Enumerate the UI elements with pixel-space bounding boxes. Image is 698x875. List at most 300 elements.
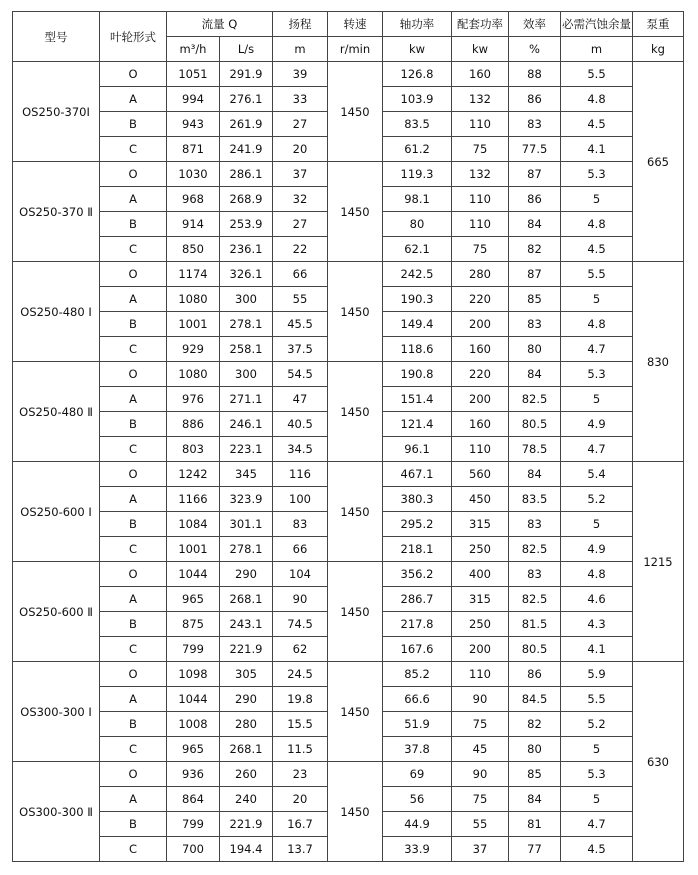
cell-head: 24.5	[273, 662, 328, 687]
cell-efficiency: 83	[509, 112, 561, 137]
unit-head: m	[273, 37, 328, 62]
cell-flow-m3h: 976	[167, 387, 220, 412]
cell-flow-m3h: 1001	[167, 537, 220, 562]
cell-npshr: 4.5	[561, 837, 633, 862]
cell-impeller: B	[100, 712, 167, 737]
cell-head: 37	[273, 162, 328, 187]
cell-shaft-power: 356.2	[383, 562, 452, 587]
cell-impeller: O	[100, 62, 167, 87]
cell-efficiency: 80	[509, 337, 561, 362]
cell-impeller: B	[100, 812, 167, 837]
cell-impeller: C	[100, 437, 167, 462]
cell-flow-ls: 323.9	[220, 487, 273, 512]
cell-shaft-power: 61.2	[383, 137, 452, 162]
cell-flow-ls: 221.9	[220, 812, 273, 837]
cell-flow-m3h: 1044	[167, 562, 220, 587]
cell-flow-ls: 241.9	[220, 137, 273, 162]
cell-head: 33	[273, 87, 328, 112]
cell-motor-power: 90	[452, 687, 509, 712]
cell-motor-power: 200	[452, 387, 509, 412]
unit-shaft-power: kw	[383, 37, 452, 62]
cell-motor-power: 132	[452, 87, 509, 112]
cell-impeller: B	[100, 512, 167, 537]
cell-flow-ls: 278.1	[220, 312, 273, 337]
cell-flow-m3h: 1174	[167, 262, 220, 287]
header-flow: 流量 Q	[167, 12, 273, 37]
cell-shaft-power: 286.7	[383, 587, 452, 612]
cell-impeller: C	[100, 137, 167, 162]
header-row-1	[13, 12, 684, 37]
cell-efficiency: 85	[509, 287, 561, 312]
cell-flow-ls: 300	[220, 362, 273, 387]
cell-efficiency: 84	[509, 362, 561, 387]
cell-head: 54.5	[273, 362, 328, 387]
cell-motor-power: 110	[452, 212, 509, 237]
cell-flow-ls: 260	[220, 762, 273, 787]
cell-impeller: C	[100, 537, 167, 562]
cell-flow-m3h: 700	[167, 837, 220, 862]
cell-npshr: 5.3	[561, 162, 633, 187]
cell-head: 27	[273, 112, 328, 137]
table-body	[13, 62, 684, 862]
cell-npshr: 5	[561, 737, 633, 762]
cell-efficiency: 82.5	[509, 587, 561, 612]
unit-flow-m3h: m³/h	[167, 37, 220, 62]
cell-flow-ls: 246.1	[220, 412, 273, 437]
cell-efficiency: 81.5	[509, 612, 561, 637]
cell-npshr: 4.7	[561, 812, 633, 837]
cell-head: 13.7	[273, 837, 328, 862]
cell-pump-weight: 665	[633, 62, 684, 262]
cell-impeller: O	[100, 762, 167, 787]
cell-shaft-power: 33.9	[383, 837, 452, 862]
cell-motor-power: 250	[452, 612, 509, 637]
cell-motor-power: 200	[452, 312, 509, 337]
cell-npshr: 5.4	[561, 462, 633, 487]
cell-shaft-power: 80	[383, 212, 452, 237]
cell-npshr: 4.8	[561, 212, 633, 237]
cell-npshr: 5	[561, 512, 633, 537]
cell-flow-ls: 345	[220, 462, 273, 487]
cell-speed: 1450	[328, 462, 383, 562]
cell-speed: 1450	[328, 562, 383, 662]
cell-flow-ls: 276.1	[220, 87, 273, 112]
header-efficiency: 效率	[509, 12, 561, 37]
cell-efficiency: 83	[509, 512, 561, 537]
cell-efficiency: 83.5	[509, 487, 561, 512]
cell-motor-power: 75	[452, 137, 509, 162]
cell-motor-power: 220	[452, 287, 509, 312]
cell-head: 74.5	[273, 612, 328, 637]
cell-impeller: O	[100, 262, 167, 287]
cell-motor-power: 220	[452, 362, 509, 387]
cell-pump-weight: 630	[633, 662, 684, 862]
cell-pump-weight: 1215	[633, 462, 684, 662]
cell-flow-ls: 301.1	[220, 512, 273, 537]
cell-shaft-power: 119.3	[383, 162, 452, 187]
cell-efficiency: 82.5	[509, 537, 561, 562]
cell-flow-m3h: 1001	[167, 312, 220, 337]
header-shaft-power: 轴功率	[383, 12, 452, 37]
cell-shaft-power: 295.2	[383, 512, 452, 537]
cell-shaft-power: 51.9	[383, 712, 452, 737]
cell-impeller: B	[100, 612, 167, 637]
cell-npshr: 4.9	[561, 412, 633, 437]
cell-flow-ls: 326.1	[220, 262, 273, 287]
cell-flow-m3h: 929	[167, 337, 220, 362]
cell-impeller: A	[100, 587, 167, 612]
cell-head: 104	[273, 562, 328, 587]
cell-npshr: 4.7	[561, 437, 633, 462]
cell-shaft-power: 218.1	[383, 537, 452, 562]
cell-motor-power: 560	[452, 462, 509, 487]
cell-model: OS300-300 Ⅱ	[13, 762, 100, 862]
cell-efficiency: 85	[509, 762, 561, 787]
cell-flow-m3h: 965	[167, 737, 220, 762]
cell-flow-m3h: 994	[167, 87, 220, 112]
cell-motor-power: 400	[452, 562, 509, 587]
cell-impeller: O	[100, 362, 167, 387]
cell-motor-power: 280	[452, 262, 509, 287]
cell-head: 55	[273, 287, 328, 312]
cell-model: OS300-300 Ⅰ	[13, 662, 100, 762]
cell-impeller: O	[100, 162, 167, 187]
cell-flow-m3h: 914	[167, 212, 220, 237]
cell-head: 39	[273, 62, 328, 87]
cell-efficiency: 84	[509, 787, 561, 812]
cell-head: 100	[273, 487, 328, 512]
cell-npshr: 4.1	[561, 637, 633, 662]
cell-motor-power: 110	[452, 662, 509, 687]
cell-npshr: 5	[561, 287, 633, 312]
table-row	[13, 762, 684, 787]
cell-shaft-power: 217.8	[383, 612, 452, 637]
cell-flow-m3h: 965	[167, 587, 220, 612]
cell-head: 37.5	[273, 337, 328, 362]
cell-impeller: O	[100, 562, 167, 587]
cell-impeller: C	[100, 837, 167, 862]
cell-flow-m3h: 1051	[167, 62, 220, 87]
cell-flow-ls: 271.1	[220, 387, 273, 412]
cell-efficiency: 78.5	[509, 437, 561, 462]
cell-motor-power: 90	[452, 762, 509, 787]
cell-impeller: C	[100, 237, 167, 262]
cell-flow-ls: 243.1	[220, 612, 273, 637]
cell-shaft-power: 467.1	[383, 462, 452, 487]
cell-efficiency: 84	[509, 212, 561, 237]
cell-motor-power: 160	[452, 62, 509, 87]
cell-flow-m3h: 943	[167, 112, 220, 137]
cell-flow-ls: 268.1	[220, 737, 273, 762]
cell-head: 34.5	[273, 437, 328, 462]
cell-npshr: 5.5	[561, 262, 633, 287]
cell-head: 20	[273, 787, 328, 812]
cell-npshr: 4.1	[561, 137, 633, 162]
cell-head: 116	[273, 462, 328, 487]
cell-efficiency: 87	[509, 162, 561, 187]
unit-speed: r/min	[328, 37, 383, 62]
cell-flow-m3h: 875	[167, 612, 220, 637]
cell-impeller: C	[100, 337, 167, 362]
cell-speed: 1450	[328, 62, 383, 162]
cell-motor-power: 55	[452, 812, 509, 837]
cell-motor-power: 315	[452, 587, 509, 612]
cell-flow-ls: 278.1	[220, 537, 273, 562]
cell-head: 16.7	[273, 812, 328, 837]
table-row	[13, 162, 684, 187]
cell-shaft-power: 242.5	[383, 262, 452, 287]
cell-efficiency: 86	[509, 187, 561, 212]
cell-motor-power: 132	[452, 162, 509, 187]
cell-head: 66	[273, 262, 328, 287]
cell-npshr: 4.5	[561, 112, 633, 137]
cell-head: 66	[273, 537, 328, 562]
cell-flow-ls: 300	[220, 287, 273, 312]
cell-shaft-power: 190.8	[383, 362, 452, 387]
cell-speed: 1450	[328, 362, 383, 462]
cell-impeller: A	[100, 87, 167, 112]
cell-efficiency: 86	[509, 87, 561, 112]
cell-flow-ls: 305	[220, 662, 273, 687]
cell-shaft-power: 190.3	[383, 287, 452, 312]
cell-flow-m3h: 1044	[167, 687, 220, 712]
cell-flow-m3h: 1080	[167, 287, 220, 312]
cell-flow-ls: 194.4	[220, 837, 273, 862]
cell-motor-power: 160	[452, 337, 509, 362]
cell-npshr: 5.2	[561, 487, 633, 512]
cell-efficiency: 80.5	[509, 412, 561, 437]
cell-flow-ls: 286.1	[220, 162, 273, 187]
unit-npshr: m	[561, 37, 633, 62]
cell-shaft-power: 62.1	[383, 237, 452, 262]
cell-shaft-power: 66.6	[383, 687, 452, 712]
table-row	[13, 662, 684, 687]
cell-flow-m3h: 968	[167, 187, 220, 212]
table-row	[13, 562, 684, 587]
cell-impeller: A	[100, 687, 167, 712]
cell-efficiency: 84.5	[509, 687, 561, 712]
cell-flow-m3h: 1080	[167, 362, 220, 387]
cell-npshr: 5.2	[561, 712, 633, 737]
cell-pump-weight: 830	[633, 262, 684, 462]
cell-efficiency: 80	[509, 737, 561, 762]
cell-motor-power: 45	[452, 737, 509, 762]
cell-npshr: 4.7	[561, 337, 633, 362]
cell-npshr: 4.6	[561, 587, 633, 612]
cell-speed: 1450	[328, 162, 383, 262]
cell-impeller: O	[100, 662, 167, 687]
cell-impeller: A	[100, 787, 167, 812]
cell-efficiency: 81	[509, 812, 561, 837]
cell-npshr: 5	[561, 187, 633, 212]
cell-flow-ls: 258.1	[220, 337, 273, 362]
cell-motor-power: 75	[452, 237, 509, 262]
cell-shaft-power: 118.6	[383, 337, 452, 362]
unit-motor-power: kw	[452, 37, 509, 62]
cell-shaft-power: 380.3	[383, 487, 452, 512]
cell-head: 83	[273, 512, 328, 537]
cell-npshr: 4.8	[561, 87, 633, 112]
cell-npshr: 4.8	[561, 312, 633, 337]
cell-impeller: B	[100, 112, 167, 137]
cell-head: 19.8	[273, 687, 328, 712]
cell-motor-power: 37	[452, 837, 509, 862]
cell-motor-power: 250	[452, 537, 509, 562]
cell-motor-power: 110	[452, 112, 509, 137]
pump-spec-table	[12, 11, 684, 862]
cell-motor-power: 450	[452, 487, 509, 512]
cell-flow-m3h: 1242	[167, 462, 220, 487]
cell-head: 15.5	[273, 712, 328, 737]
cell-shaft-power: 98.1	[383, 187, 452, 212]
cell-npshr: 5	[561, 387, 633, 412]
cell-flow-ls: 268.1	[220, 587, 273, 612]
cell-shaft-power: 56	[383, 787, 452, 812]
cell-flow-ls: 290	[220, 687, 273, 712]
cell-shaft-power: 167.6	[383, 637, 452, 662]
cell-shaft-power: 149.4	[383, 312, 452, 337]
cell-npshr: 5.3	[561, 362, 633, 387]
header-npshr: 必需汽蚀余量	[561, 12, 633, 37]
cell-speed: 1450	[328, 262, 383, 362]
cell-head: 47	[273, 387, 328, 412]
header-motor-power: 配套功率	[452, 12, 509, 37]
cell-efficiency: 86	[509, 662, 561, 687]
cell-efficiency: 82.5	[509, 387, 561, 412]
cell-flow-m3h: 936	[167, 762, 220, 787]
cell-motor-power: 110	[452, 187, 509, 212]
cell-head: 90	[273, 587, 328, 612]
cell-head: 11.5	[273, 737, 328, 762]
header-impeller: 叶轮形式	[100, 12, 167, 62]
cell-shaft-power: 37.8	[383, 737, 452, 762]
cell-flow-m3h: 799	[167, 812, 220, 837]
cell-model: OS250-370Ⅰ	[13, 62, 100, 162]
header-speed: 转速	[328, 12, 383, 37]
cell-npshr: 4.9	[561, 537, 633, 562]
cell-head: 45.5	[273, 312, 328, 337]
cell-shaft-power: 85.2	[383, 662, 452, 687]
header-head: 扬程	[273, 12, 328, 37]
cell-npshr: 5.9	[561, 662, 633, 687]
cell-flow-m3h: 1166	[167, 487, 220, 512]
cell-efficiency: 87	[509, 262, 561, 287]
cell-speed: 1450	[328, 762, 383, 862]
cell-impeller: B	[100, 312, 167, 337]
cell-model: OS250-480 Ⅱ	[13, 362, 100, 462]
unit-flow-ls: L/s	[220, 37, 273, 62]
unit-weight: kg	[633, 37, 684, 62]
cell-flow-m3h: 864	[167, 787, 220, 812]
cell-npshr: 4.5	[561, 237, 633, 262]
cell-head: 32	[273, 187, 328, 212]
header-model: 型号	[13, 12, 100, 62]
cell-flow-m3h: 803	[167, 437, 220, 462]
cell-flow-m3h: 886	[167, 412, 220, 437]
cell-head: 22	[273, 237, 328, 262]
cell-motor-power: 200	[452, 637, 509, 662]
cell-flow-m3h: 871	[167, 137, 220, 162]
table-row	[13, 62, 684, 87]
table-row	[13, 262, 684, 287]
cell-speed: 1450	[328, 662, 383, 762]
cell-motor-power: 315	[452, 512, 509, 537]
cell-flow-m3h: 799	[167, 637, 220, 662]
cell-impeller: A	[100, 187, 167, 212]
cell-shaft-power: 103.9	[383, 87, 452, 112]
cell-flow-ls: 280	[220, 712, 273, 737]
cell-flow-m3h: 1030	[167, 162, 220, 187]
cell-impeller: A	[100, 387, 167, 412]
cell-shaft-power: 69	[383, 762, 452, 787]
header-weight: 泵重	[633, 12, 684, 37]
cell-shaft-power: 44.9	[383, 812, 452, 837]
cell-flow-ls: 290	[220, 562, 273, 587]
cell-efficiency: 77	[509, 837, 561, 862]
cell-shaft-power: 96.1	[383, 437, 452, 462]
cell-npshr: 4.8	[561, 562, 633, 587]
cell-model: OS250-600 Ⅱ	[13, 562, 100, 662]
cell-impeller: A	[100, 287, 167, 312]
cell-efficiency: 83	[509, 312, 561, 337]
cell-flow-m3h: 1098	[167, 662, 220, 687]
cell-flow-ls: 223.1	[220, 437, 273, 462]
cell-model: OS250-370 Ⅱ	[13, 162, 100, 262]
cell-impeller: B	[100, 212, 167, 237]
cell-efficiency: 77.5	[509, 137, 561, 162]
cell-flow-m3h: 1084	[167, 512, 220, 537]
cell-flow-m3h: 1008	[167, 712, 220, 737]
cell-flow-ls: 268.9	[220, 187, 273, 212]
cell-flow-ls: 253.9	[220, 212, 273, 237]
table-row	[13, 462, 684, 487]
cell-impeller: O	[100, 462, 167, 487]
cell-impeller: C	[100, 637, 167, 662]
cell-npshr: 5.5	[561, 687, 633, 712]
cell-motor-power: 110	[452, 437, 509, 462]
cell-flow-ls: 291.9	[220, 62, 273, 87]
cell-npshr: 5	[561, 787, 633, 812]
cell-impeller: A	[100, 487, 167, 512]
cell-head: 23	[273, 762, 328, 787]
cell-shaft-power: 151.4	[383, 387, 452, 412]
cell-head: 27	[273, 212, 328, 237]
cell-model: OS250-480 Ⅰ	[13, 262, 100, 362]
cell-shaft-power: 121.4	[383, 412, 452, 437]
cell-npshr: 4.3	[561, 612, 633, 637]
cell-motor-power: 75	[452, 787, 509, 812]
cell-shaft-power: 83.5	[383, 112, 452, 137]
cell-motor-power: 160	[452, 412, 509, 437]
cell-flow-ls: 261.9	[220, 112, 273, 137]
cell-motor-power: 75	[452, 712, 509, 737]
cell-npshr: 5.3	[561, 762, 633, 787]
cell-flow-ls: 236.1	[220, 237, 273, 262]
cell-model: OS250-600 Ⅰ	[13, 462, 100, 562]
cell-efficiency: 83	[509, 562, 561, 587]
cell-impeller: C	[100, 737, 167, 762]
cell-flow-ls: 240	[220, 787, 273, 812]
table-row	[13, 362, 684, 387]
cell-flow-ls: 221.9	[220, 637, 273, 662]
cell-flow-m3h: 850	[167, 237, 220, 262]
unit-efficiency: %	[509, 37, 561, 62]
cell-npshr: 5.5	[561, 62, 633, 87]
cell-efficiency: 82	[509, 712, 561, 737]
cell-efficiency: 82	[509, 237, 561, 262]
cell-efficiency: 88	[509, 62, 561, 87]
cell-efficiency: 84	[509, 462, 561, 487]
